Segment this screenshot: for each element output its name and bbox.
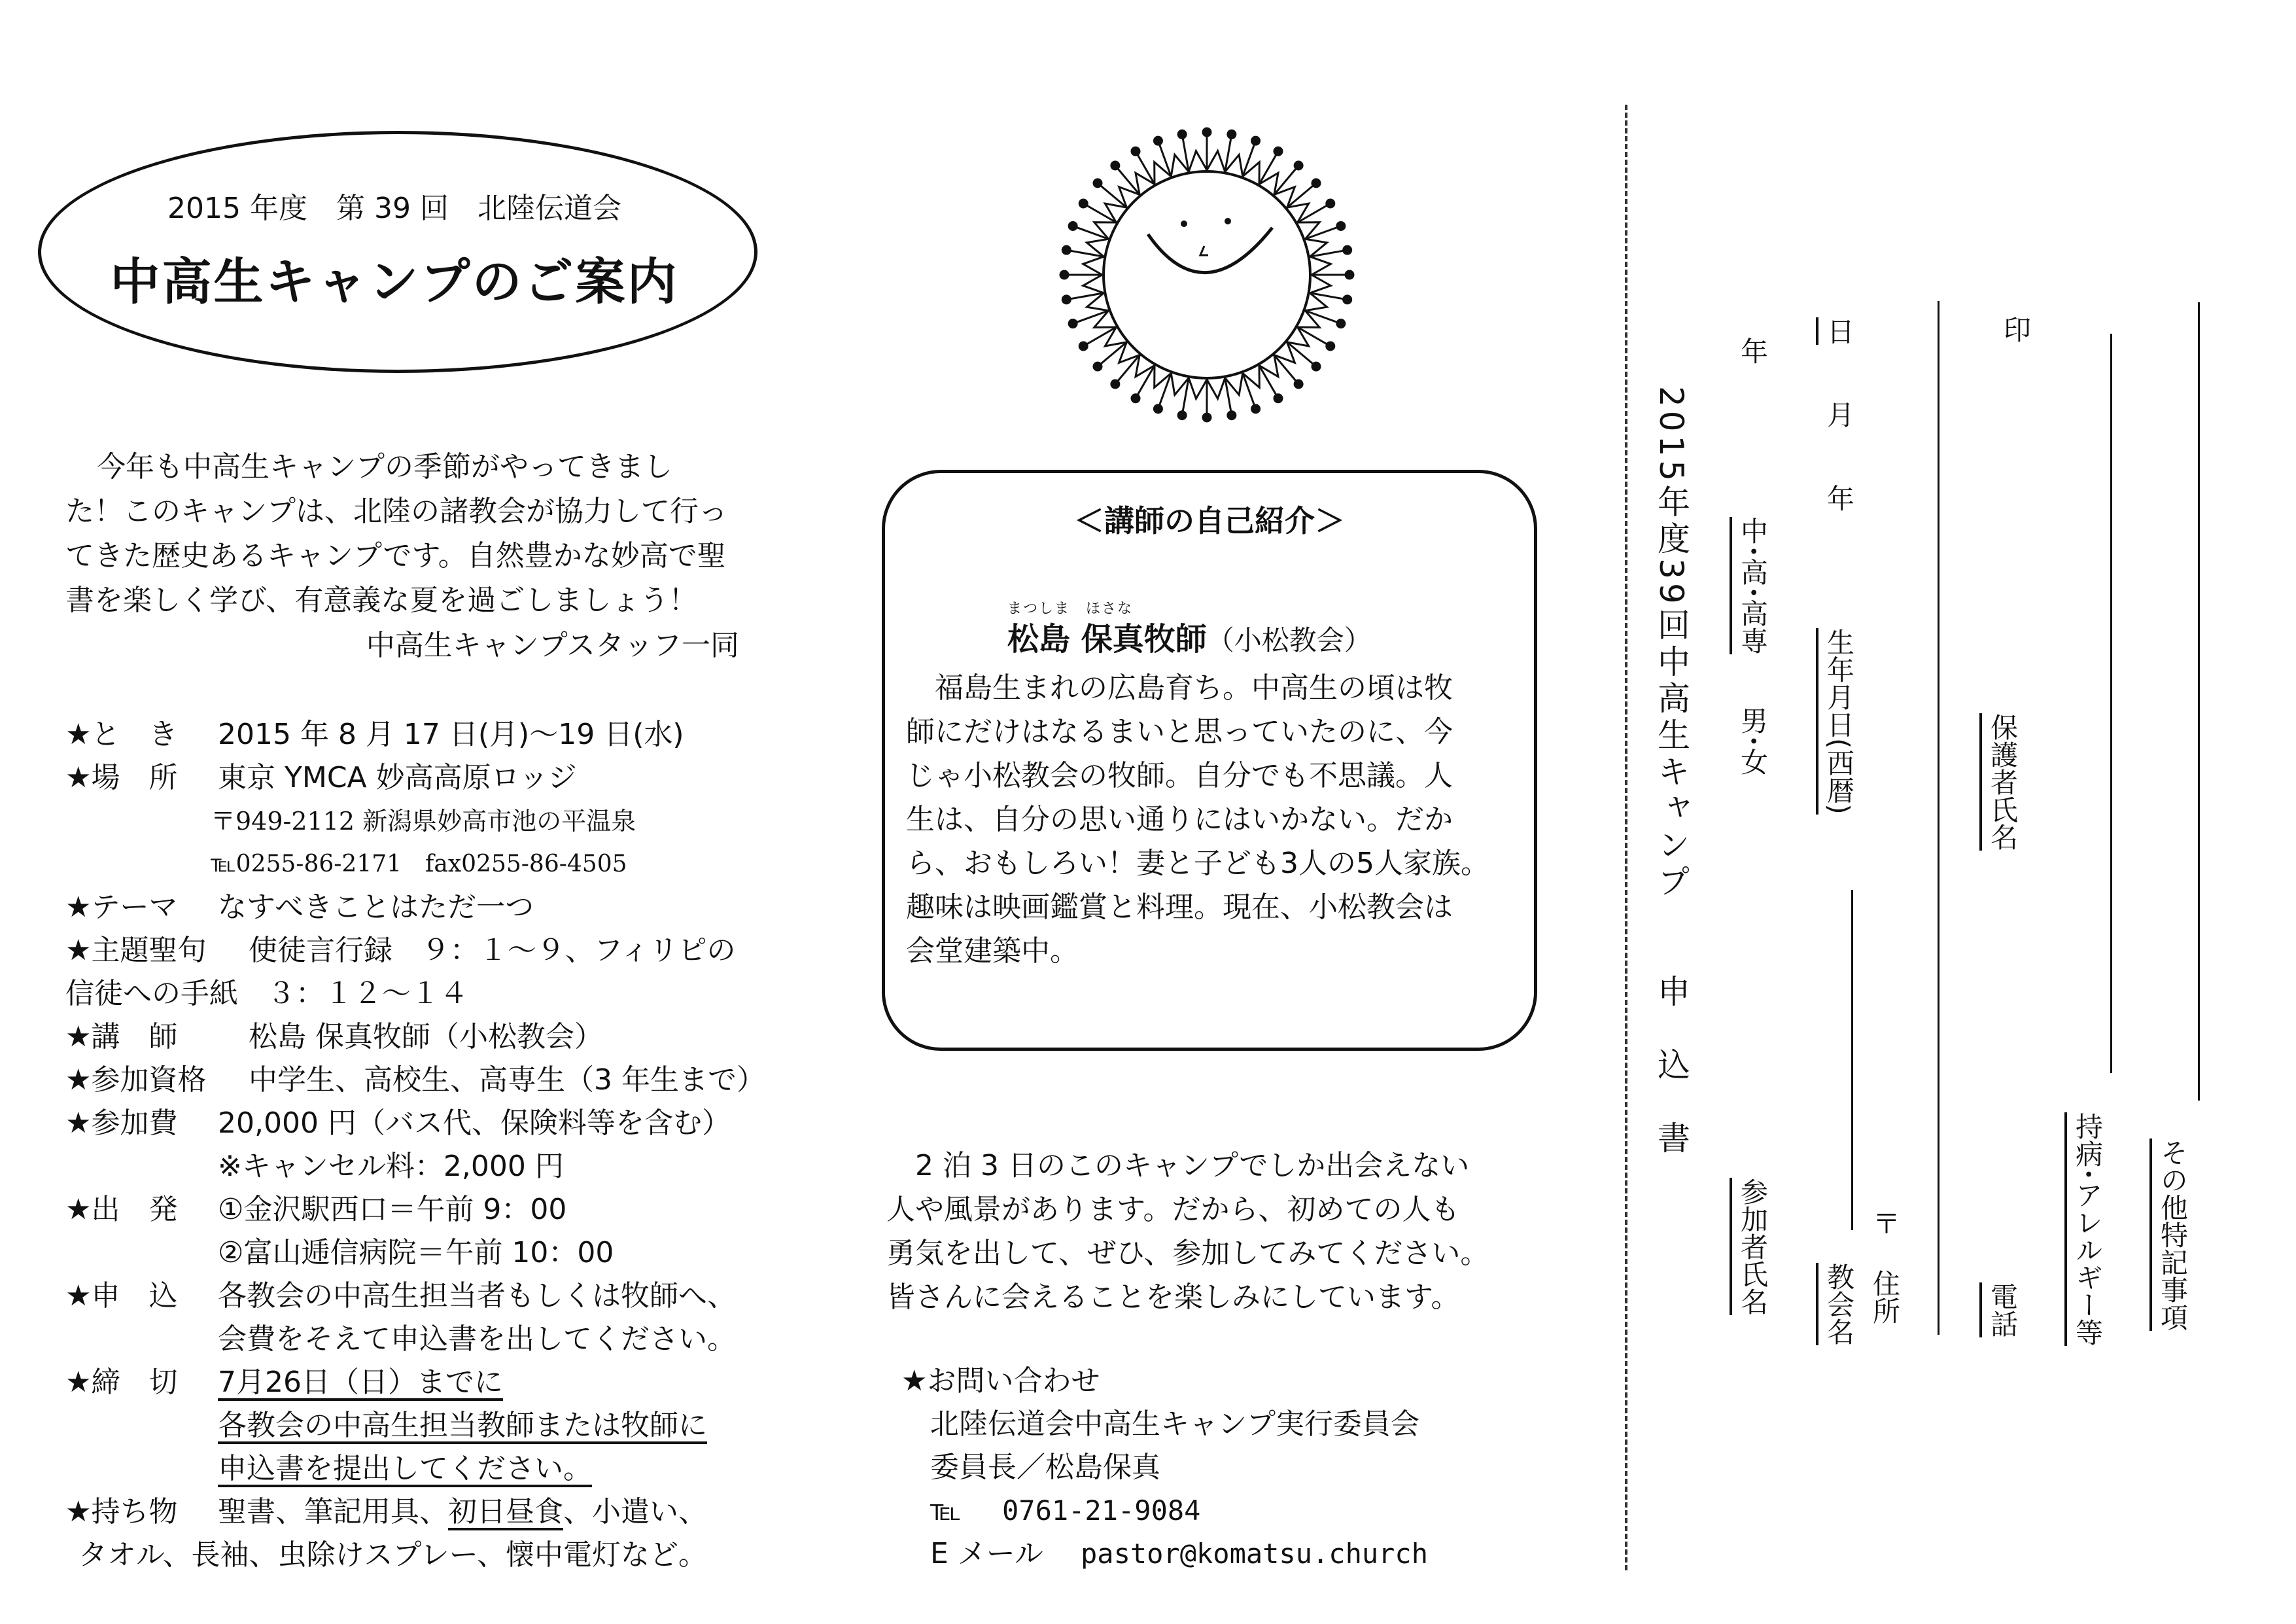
bio-line: 師にだけはなるまいと思っていたのに、今: [906, 715, 1453, 749]
intro-line: てきた歴史あるキャンプです。自然豊かな妙高で聖: [65, 539, 726, 573]
bio-line: ら、おもしろい！妻と子ども3人の5人家族。: [906, 847, 1489, 880]
form-month: 月: [1823, 400, 1855, 428]
intro-paragraph: [65, 445, 727, 623]
sun-ray-dot: [1132, 395, 1139, 402]
closing-paragraph: [886, 1144, 1489, 1319]
sun-zigzag: [1207, 151, 1225, 172]
email-label: E メール: [930, 1537, 1043, 1570]
detail-value: 2015 年 8 月 17 日(月)～19 日(水): [218, 718, 684, 751]
detail-value: 各教会の中高生担当者もしくは牧師へ、: [218, 1279, 736, 1313]
sun-ray-dot: [1295, 162, 1302, 169]
sun-ray-dot: [1062, 296, 1070, 304]
bio-line: 趣味は映画鑑賞と料理。現在、小松教会は: [906, 891, 1453, 924]
sun-ray-dot: [1132, 147, 1139, 155]
detail-deadline-2: 各教会の中高生担当教師または牧師に: [218, 1409, 707, 1442]
form-label-phone[interactable]: 電話: [1987, 1282, 2019, 1337]
detail-verse-cont: 信徒への手紙 ３：１２～１４: [65, 977, 468, 1010]
form-label-notes[interactable]: その他特記事項: [2157, 1139, 2189, 1331]
detail-items-2: タオル、長袖、虫除けスプレー、懐中電灯など。: [78, 1538, 707, 1572]
tel-number: 0761-21-9084: [1002, 1494, 1201, 1527]
detail-speaker: [65, 1015, 603, 1059]
detail-label: ★主題聖句: [65, 934, 207, 967]
sun-ray-dot: [1111, 380, 1119, 388]
sun-ray-dot: [1337, 320, 1345, 328]
sun-zigzag: [1207, 378, 1225, 399]
intro-signature: 中高生キャンプスタッフ一同: [366, 629, 739, 662]
intro-line: 今年も中高生キャンプの季節がやってきまし: [97, 450, 672, 484]
contact-org: 北陸伝道会中高生キャンプ実行委員会: [930, 1407, 1419, 1441]
closing-line: 2 泊 3 日のこのキャンプでしか出会えない: [915, 1149, 1470, 1182]
address-line: [1938, 301, 1939, 1335]
sun-ray-dot: [1346, 271, 1353, 279]
detail-label: ★出 発: [65, 1193, 178, 1226]
detail-cancel-fee: ※キャンセル料：2,000 円: [218, 1150, 564, 1183]
sun-ray-dot: [1079, 342, 1087, 350]
detail-verse: [65, 929, 735, 972]
cut-line: [1625, 105, 1627, 1570]
detail-apply-2: 会費をそえて申込書を出してください。: [218, 1322, 736, 1356]
form-label-church[interactable]: 教会名: [1823, 1263, 1855, 1345]
church-underline: [1851, 890, 1853, 1230]
form-label-medical[interactable]: 持病･アレルギー等: [2072, 1112, 2104, 1347]
detail-value: 20,000 円（バス代、保険料等を含む）: [218, 1106, 731, 1140]
form-sex[interactable]: 男･女: [1737, 707, 1769, 776]
sun-ray-dot: [1344, 246, 1351, 254]
detail-value: 中学生、高校生、高専生（3 年生まで）: [249, 1063, 765, 1097]
detail-departure: [65, 1188, 566, 1231]
detail-label: ★と き: [65, 718, 178, 751]
detail-label: ★参加費: [65, 1106, 178, 1140]
detail-value: なすべきことはただ一つ: [218, 891, 534, 924]
detail-value: 使徒言行録 ９：１～９、フィリピの: [249, 934, 736, 967]
sun-ray-dot: [1274, 147, 1282, 155]
sun-ray-dot: [1094, 179, 1102, 187]
sun-ray-dot: [1274, 395, 1282, 402]
sun-ray-dot: [1079, 200, 1087, 207]
speaker-name-ruby: まつしま ほさな: [1007, 601, 1134, 617]
detail-items: [65, 1491, 707, 1534]
detail-value: ①金沢駅西口＝午前 9：00: [218, 1193, 567, 1226]
form-postal: 〒: [1869, 1209, 1901, 1237]
speaker-heading: ＜講師の自己紹介＞: [1074, 503, 1345, 538]
closing-line: 皆さんに会えることを楽しみにしています。: [886, 1280, 1460, 1314]
contact-email: [901, 1532, 1428, 1576]
detail-value: 聖書、筆記用具、: [218, 1495, 448, 1528]
sun-ray-dot: [1203, 128, 1211, 136]
form-label-guardian[interactable]: 保護者氏名: [1987, 713, 2019, 851]
detail-value: 7月26日（日）までに: [218, 1366, 503, 1399]
speaker-name-text: 松島 保真牧師: [1007, 621, 1207, 658]
detail-label: ★場 所: [65, 761, 178, 794]
contact-heading: ★お問い合わせ: [901, 1364, 1100, 1398]
sun-ray-dot: [1344, 296, 1351, 304]
sun-ray-dot: [1111, 162, 1119, 169]
detail-place: [65, 756, 577, 800]
sun-ray-dot: [1154, 405, 1162, 413]
header-subtitle: 2015 年度 第 39 回 北陸伝道会: [167, 192, 621, 225]
sun-zigzag: [1083, 256, 1104, 275]
form-title: 2015年度39回中高生キャンプ 申 込 書: [1652, 386, 1690, 1157]
detail-value-lunch: 初日昼食: [448, 1495, 563, 1528]
bio-line: 福島生まれの広島育ち。中高生の頃は牧: [935, 671, 1453, 705]
sun-zigzag: [1189, 151, 1207, 172]
medical-line: [2110, 334, 2112, 1073]
detail-address: 〒949-2112 新潟県妙高市池の平温泉: [211, 807, 636, 836]
detail-apply: [65, 1275, 736, 1318]
detail-value: 、小遣い、: [563, 1495, 707, 1528]
detail-date: [65, 713, 684, 756]
detail-value: 松島 保真牧師（小松教会）: [249, 1020, 603, 1053]
detail-phone: ℡0255-86-2171 fax0255-86-4505: [211, 851, 627, 877]
bio-line: 会堂建築中。: [906, 934, 1079, 968]
sun-ray-dot: [1203, 414, 1211, 421]
sun-ray-dot: [1154, 137, 1162, 145]
closing-line: 人や風景があります。だから、初めての人も: [886, 1193, 1460, 1226]
sun-ray-dot: [1060, 271, 1068, 279]
detail-deadline-3: 申込書を提出してください。: [218, 1452, 592, 1485]
sun-ray-dot: [1228, 412, 1236, 419]
detail-deadline: [65, 1361, 503, 1404]
detail-label: ★参加資格: [65, 1063, 207, 1097]
sun-ray-dot: [1178, 130, 1186, 138]
form-year: 年: [1823, 484, 1855, 512]
contact-info: [901, 1360, 1428, 1576]
sun-ray-dot: [1094, 362, 1102, 370]
sun-ray-dot: [1337, 222, 1345, 230]
detail-label: ★締 切: [65, 1366, 178, 1399]
detail-label: ★講 師: [65, 1020, 178, 1053]
intro-line: 書を楽しく学び、有意義な夏を過ごしましょう！: [65, 584, 698, 617]
speaker-name: [1007, 614, 1372, 659]
sun-ray-dot: [1252, 137, 1260, 145]
form-day: 日: [1823, 317, 1855, 345]
sun-zigzag: [1189, 378, 1207, 399]
detail-label: ★申 込: [65, 1279, 178, 1313]
sun-zigzag: [1310, 275, 1331, 293]
sun-ray-dot: [1178, 412, 1186, 419]
detail-label: ★持ち物: [65, 1495, 178, 1528]
form-label-birthday[interactable]: 生年月日(西暦): [1823, 628, 1855, 815]
detail-label: ★テーマ: [65, 891, 178, 924]
email-address: pastor@komatsu.church: [1081, 1538, 1429, 1570]
sun-ray-dot: [1295, 380, 1302, 388]
notes-line: [2198, 302, 2200, 1101]
sun-zigzag: [1310, 256, 1331, 275]
form-label-address[interactable]: 住所: [1869, 1269, 1901, 1324]
sun-ray-dot: [1062, 246, 1070, 254]
intro-line: た！このキャンプは、北陸の諸教会が協力して行っ: [65, 495, 727, 528]
sun-ray-dot: [1312, 362, 1320, 370]
speaker-bio: [906, 666, 1489, 973]
form-label-participant[interactable]: 参加者氏名: [1737, 1178, 1769, 1315]
bio-line: じゃ小松教会の牧師。自分でも不思議。人: [906, 759, 1453, 792]
tel-label: ℡: [930, 1494, 962, 1527]
speaker-affiliation: （小松教会）: [1206, 624, 1372, 656]
detail-theme: [65, 886, 534, 929]
contact-chair: 委員長／松島保真: [930, 1451, 1160, 1484]
bio-line: 生は、自分の思い通りにはいかない。だか: [906, 803, 1453, 836]
sun-ray-dot: [1327, 342, 1334, 350]
detail-eligibility: [65, 1059, 765, 1102]
sun-ray-dot: [1312, 179, 1320, 187]
sun-illustration: [1050, 118, 1364, 432]
form-grade-unit: 年: [1737, 337, 1769, 364]
detail-fee: [65, 1102, 731, 1145]
sun-ray-dot: [1069, 222, 1077, 230]
page-title: 中高生キャンプのご案内: [110, 253, 679, 311]
sun-ray-dot: [1327, 200, 1334, 207]
sun-ray-dot: [1252, 405, 1260, 413]
form-seal: 印: [2000, 315, 2032, 343]
sun-ray-dot: [1069, 320, 1077, 328]
detail-value: 東京 YMCA 妙高高原ロッジ: [218, 761, 577, 794]
sun-ray-dot: [1228, 130, 1236, 138]
form-school[interactable]: 中･高･高専: [1737, 517, 1769, 655]
contact-tel: [901, 1489, 1428, 1532]
detail-departure-2: ②富山逓信病院＝午前 10：00: [218, 1236, 614, 1269]
sun-zigzag: [1083, 275, 1104, 293]
closing-line: 勇気を出して、ぜひ、参加してみてください。: [886, 1237, 1489, 1270]
